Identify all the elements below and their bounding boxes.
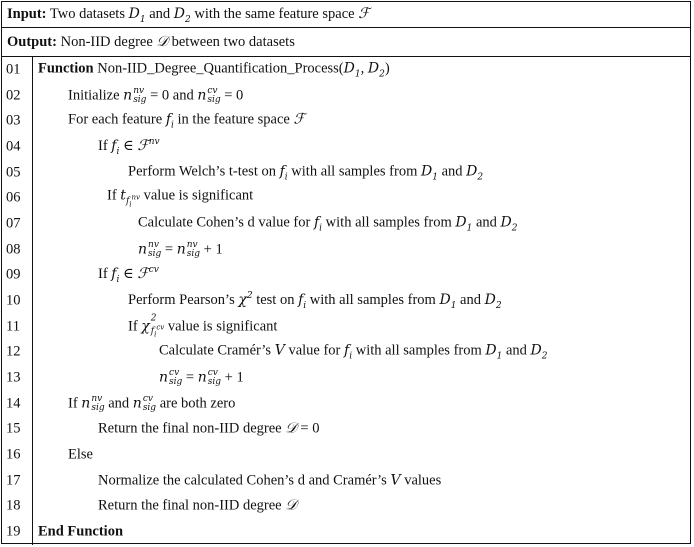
line-text: Return the final non-IID degree 𝒟 (98, 497, 297, 514)
algo-line (2, 160, 690, 186)
line-number: 19 (6, 523, 21, 540)
line-number: 12 (6, 343, 21, 360)
input-line (2, 2, 690, 28)
output-text: Non-IID degree 𝒟 between two datasets (60, 34, 295, 50)
algo-line (2, 211, 690, 237)
line-text: Initialize n nv sig = 0 and n cv sig = 0 (68, 85, 244, 105)
line-text: Calculate Cohen’s d value for $f_i$ with all samples from $D_1$ and $D_2$ (138, 214, 518, 234)
line-text: Else (68, 446, 93, 463)
line-number: 09 (6, 266, 21, 283)
line-text: n cv sig = n cv sig + 1 (159, 367, 244, 387)
algo-line (2, 339, 690, 365)
line-number: 18 (6, 497, 21, 514)
line-number: 06 (6, 189, 21, 206)
algo-line (2, 185, 690, 211)
algo-line (2, 416, 690, 442)
algorithm-box (1, 1, 691, 544)
line-text: Calculate Cramér’s V value for $f_i$ with all samples from $D_1$ and $D_2$ (159, 342, 548, 362)
line-number: 01 (6, 61, 21, 78)
line-text: Function Non-$IID\_Degree\_Quantification\_Process(D_1$, $D_2$) (38, 60, 390, 80)
algo-line (2, 237, 690, 263)
algo-line (2, 134, 690, 160)
line-number: 04 (6, 138, 21, 155)
algo-line (2, 519, 690, 545)
line-number: 13 (6, 369, 21, 386)
algo-line (2, 442, 690, 468)
line-number: 07 (6, 215, 21, 232)
algo-line (2, 314, 690, 340)
line-text: If $t_{f_i^{nv}}$ value is significant (107, 187, 254, 209)
line-number: 11 (6, 318, 20, 335)
line-number: 08 (6, 241, 21, 258)
line-text: Perform Welch’s t-test on $f_i$ with all samples from $D_1$ and $D_2$ (128, 163, 484, 182)
algo-line (2, 391, 690, 417)
line-number: 05 (6, 164, 21, 181)
line-text: End Function (38, 523, 124, 540)
line-text: For each feature $f_i$ in the feature space ℱ (68, 111, 305, 131)
algo-line (2, 83, 690, 109)
input-label: Input: (7, 6, 47, 22)
output-label: Output: (7, 34, 57, 50)
algo-line (2, 108, 690, 134)
input-text: Two datasets $D_1$ and $D_2$ with the same feature space ℱ (49, 6, 370, 25)
algo-line (2, 57, 690, 83)
line-number: 03 (6, 112, 21, 129)
line-number: 02 (6, 87, 21, 103)
algo-line (2, 262, 690, 288)
line-number: 16 (6, 446, 21, 463)
line-number: 15 (6, 420, 21, 437)
line-text: If n nv sig and n cv sig are both zero (68, 393, 236, 413)
line-number: 14 (6, 395, 21, 412)
line-text: Perform Pearson’s $\chi^2$ test on $f_i$ with all samples from $D_1$ and $D_2$ (128, 291, 502, 311)
algo-line (2, 365, 690, 391)
line-text: Return the final non-IID degree 𝒟 = 0 (98, 420, 320, 437)
line-text: n nv sig = n nv sig + 1 (138, 239, 223, 259)
algo-line (2, 493, 690, 519)
line-number: 17 (6, 472, 21, 489)
line-text: If χ 2 $f_i^{cv}$ value is significant (128, 313, 278, 338)
algo-line (2, 288, 690, 314)
line-text: Normalize the calculated Cohen’s d and Cramér’s V values (98, 472, 442, 489)
algorithm-body (2, 57, 690, 545)
line-text: If $f_i$ ∈ ℱ$^{cv}$ (98, 265, 159, 286)
line-number: 10 (6, 292, 21, 309)
algo-line (2, 468, 690, 494)
output-line (2, 28, 690, 57)
line-text: If $f_i$ ∈ ℱ$^{nv}$ (98, 136, 160, 157)
